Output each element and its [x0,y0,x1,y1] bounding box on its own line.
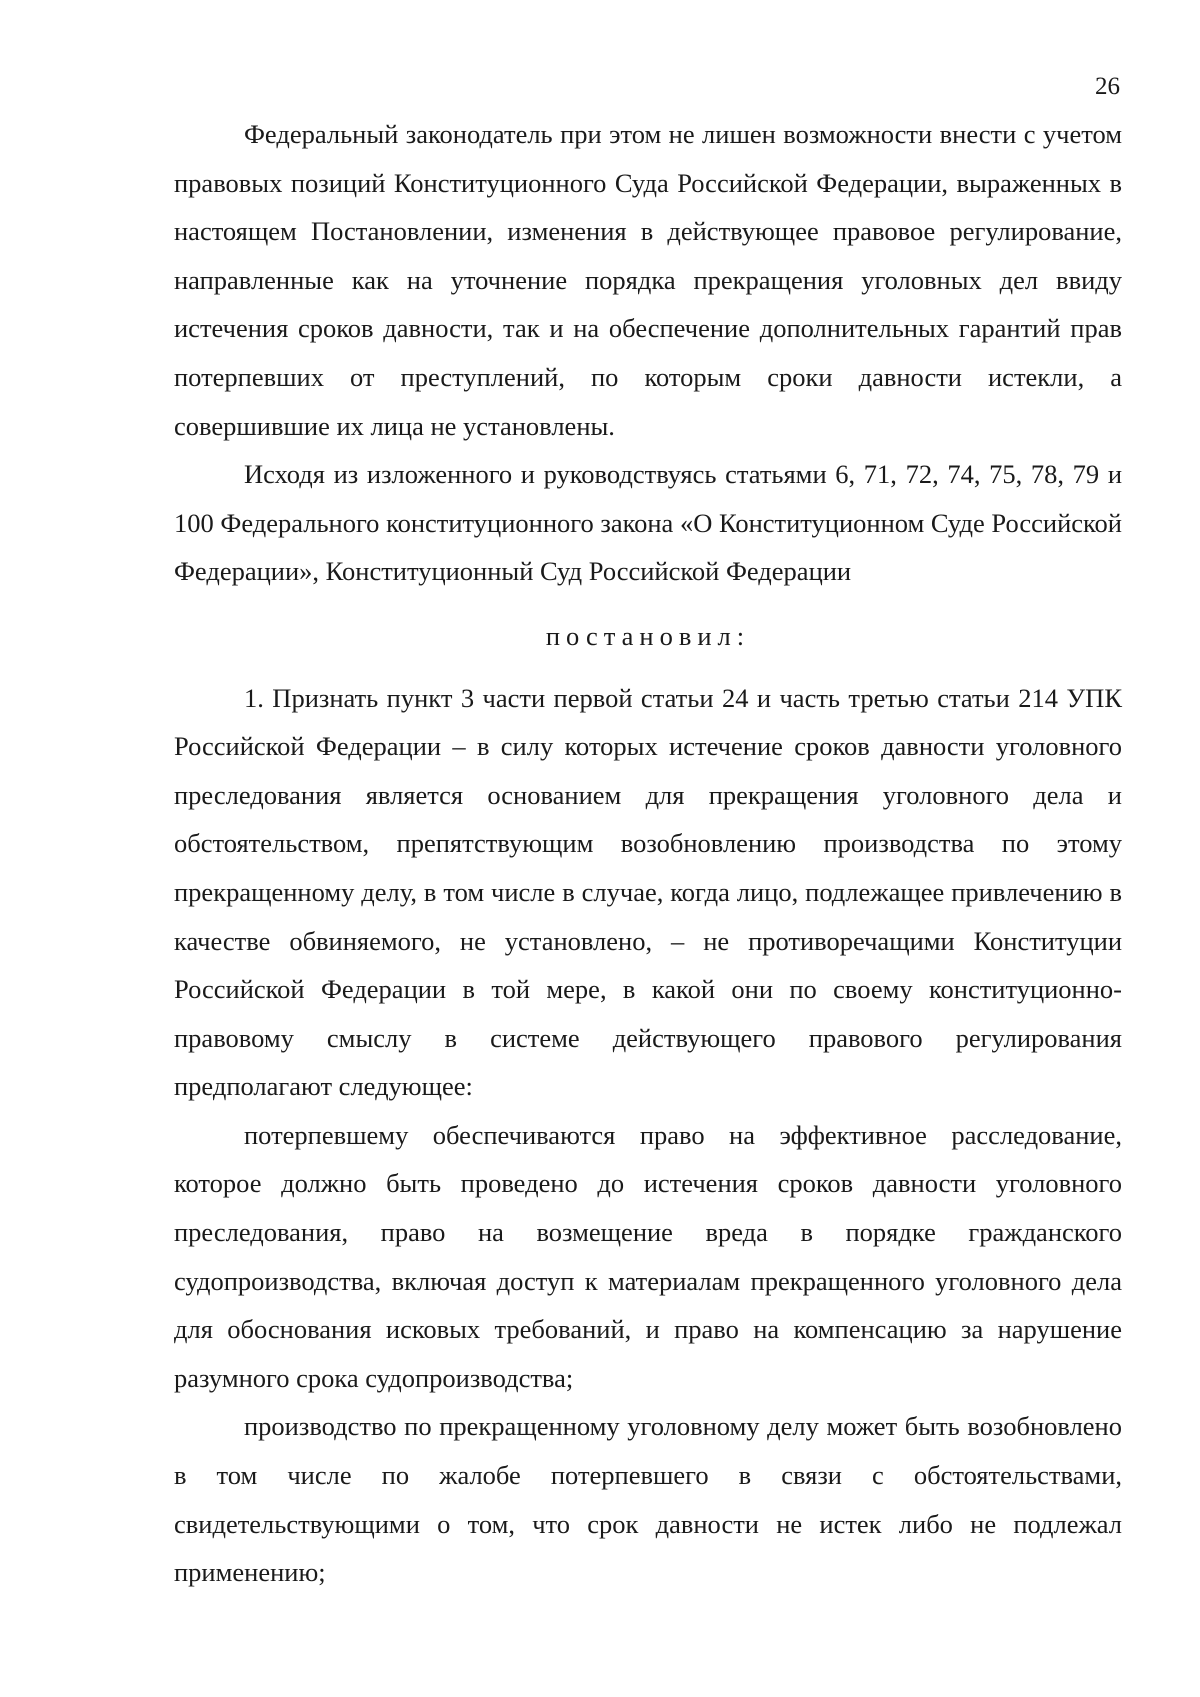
resolution-heading: постановил: [545,620,751,651]
paragraph-legislator-option: Федеральный законодатель при этом не лишен возможности внести с учетом правовых позиций Конституционного Суда Российской Федерации, выраженных в настоящем Постановлении, изменения в действующее правовое регулирование, направленные как на уточнение порядка прекращения уголовных дел ввиду истечения сроков давности, так и на обеспечение дополнительных гарантий прав потерпевших от преступлений, по которым сроки давности истекли, а совершившие их лица не установлены. [174,119,1122,441]
page-number: 26 [1095,73,1120,100]
paragraph-legal-basis: Исходя из изложенного и руководствуясь статьями 6, 71, 72, 74, 75, 78, 79 и 100 Федерального конституционного закона «О Конституционном Суде Российской Федерации», Конституционный Суд Российской Федерации [174,459,1122,587]
document-body [174,110,1122,1597]
resolution-item-1: 1. Признать пункт 3 части первой статьи 24 и часть третью статьи 214 УПК Российской Федерации – в силу которых истечение сроков давности уголовного преследования является основанием для прекращения уголовного дела и обстоятельством, препятствующим возобновлению производства по этому прекращенному делу, в том числе в случае, когда лицо, подлежащее привлечению в качестве обвиняемого, не установлено, – не противоречащими Конституции Российской Федерации в той мере, в какой они по своему конституционно-правовому смыслу в системе действующего правового регулирования предполагают следующее: [174,682,1122,1102]
resolution-subparagraph-victim-rights: потерпевшему обеспечиваются право на эффективное расследование, которое должно быть проведено до истечения сроков давности уголовного преследования, право на возмещение вреда в порядке гражданского судопроизводства, включая доступ к материалам прекращенного уголовного дела для обоснования исковых требований, и право на компенсацию за нарушение разумного срока судопроизводства; [174,1119,1122,1393]
resolution-subparagraph-resumption: производство по прекращенному уголовному делу может быть возобновлено в том числе по жалобе потерпевшего в связи с обстоятельствами, свидетельствующими о том, что срок давности не истек либо не подлежал применению; [174,1411,1122,1588]
